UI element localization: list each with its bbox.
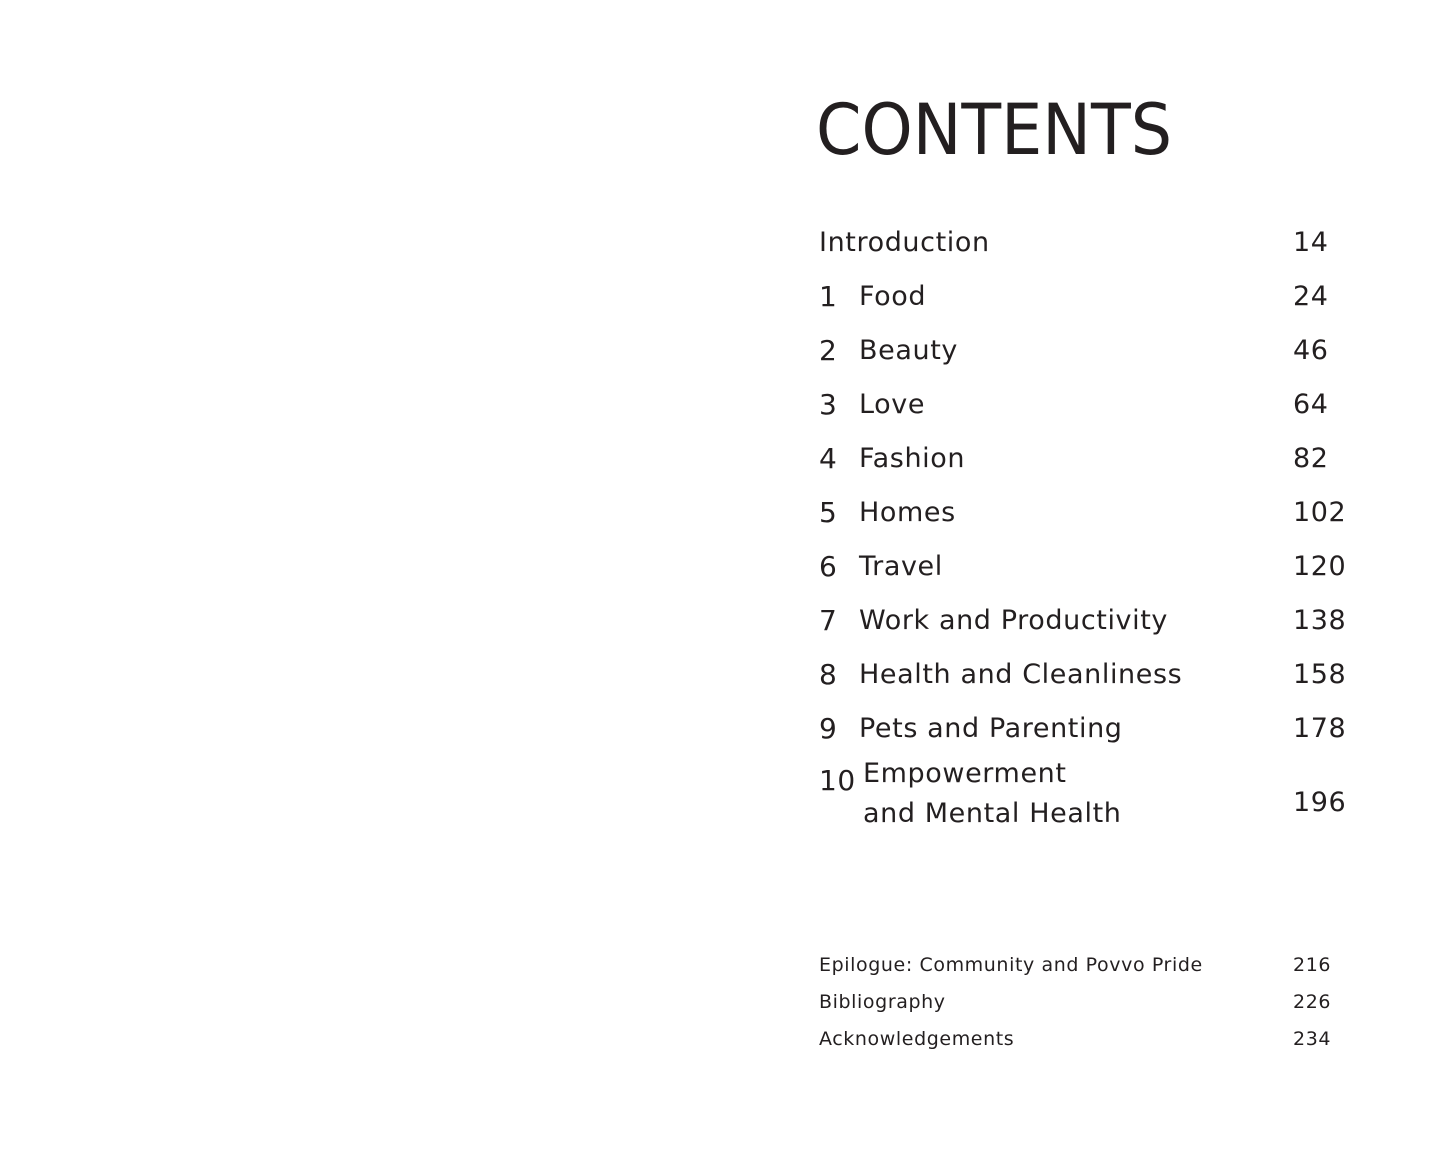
toc-entry-acknowledgements [819, 1021, 1346, 1058]
toc-entry-label: Homes [859, 497, 956, 528]
toc-entry-label: Health and Cleanliness [859, 659, 1183, 690]
toc-entry-label [863, 754, 1121, 834]
toc-entry-number: 1 [819, 280, 838, 313]
toc-entry-label: Fashion [859, 443, 966, 474]
contents-page [722, 0, 1445, 1157]
toc-entry-epilogue [819, 947, 1346, 984]
toc-entry-number: 10 [819, 764, 856, 797]
toc-entry-page: 138 [1293, 605, 1347, 636]
toc-entry-label: Food [859, 281, 927, 312]
toc-entry-label: Beauty [859, 335, 958, 366]
toc-entry-bibliography [819, 984, 1346, 1021]
toc-entry-label: Epilogue: Community and Povvo Pride [819, 954, 1203, 976]
toc-entry-page: 120 [1293, 551, 1347, 582]
toc-entry-page: 234 [1293, 1028, 1332, 1050]
blank-left-page [0, 0, 722, 1157]
page-title: CONTENTS [816, 89, 1173, 171]
toc-entry-page: 46 [1293, 335, 1329, 366]
toc-entry-chapter-5 [819, 486, 1346, 540]
toc-entry-page: 82 [1293, 443, 1329, 474]
toc-entry-page: 64 [1293, 389, 1329, 420]
toc-entry-label: Travel [859, 551, 943, 582]
toc-entry-number: 2 [819, 334, 838, 367]
toc-entry-label: Bibliography [819, 991, 946, 1013]
toc-entry-label: Introduction [819, 227, 990, 258]
toc-entry-page: 226 [1293, 991, 1332, 1013]
toc-entry-page: 102 [1293, 497, 1347, 528]
toc-entry-chapter-9 [819, 702, 1346, 756]
toc-entry-label: Work and Productivity [859, 605, 1168, 636]
toc-entry-chapter-7 [819, 594, 1346, 648]
toc-entry-chapter-6 [819, 540, 1346, 594]
toc-entry-page: 14 [1293, 227, 1329, 258]
toc-entry-chapter-10 [819, 756, 1346, 852]
toc-entry-label: Love [859, 389, 926, 420]
toc-entry-number: 9 [819, 712, 838, 745]
toc-entry-introduction [819, 216, 1346, 270]
toc-entry-number: 8 [819, 658, 838, 691]
toc-entry-label: Pets and Parenting [859, 713, 1123, 744]
toc-entry-chapter-4 [819, 432, 1346, 486]
toc-entry-chapter-3 [819, 378, 1346, 432]
toc-entry-label: Acknowledgements [819, 1028, 1015, 1050]
toc-entry-number: 7 [819, 604, 838, 637]
toc-entry-page: 158 [1293, 659, 1347, 690]
toc-entry-chapter-2 [819, 324, 1346, 378]
toc-entry-label-line1: Empowerment [863, 758, 1067, 789]
toc-entry-page: 24 [1293, 281, 1329, 312]
toc-entry-page: 178 [1293, 713, 1347, 744]
toc-entry-number: 6 [819, 550, 838, 583]
toc-entry-page: 216 [1293, 954, 1332, 976]
toc-entry-page: 196 [1293, 787, 1347, 818]
toc-entry-number: 4 [819, 442, 838, 475]
toc-entry-number: 5 [819, 496, 838, 529]
toc-entry-chapter-8 [819, 648, 1346, 702]
toc-entry-label-line2: and Mental Health [863, 798, 1122, 829]
toc-main-list [819, 216, 1346, 852]
toc-secondary-list [819, 947, 1346, 1058]
toc-entry-number: 3 [819, 388, 838, 421]
toc-entry-chapter-1 [819, 270, 1346, 324]
